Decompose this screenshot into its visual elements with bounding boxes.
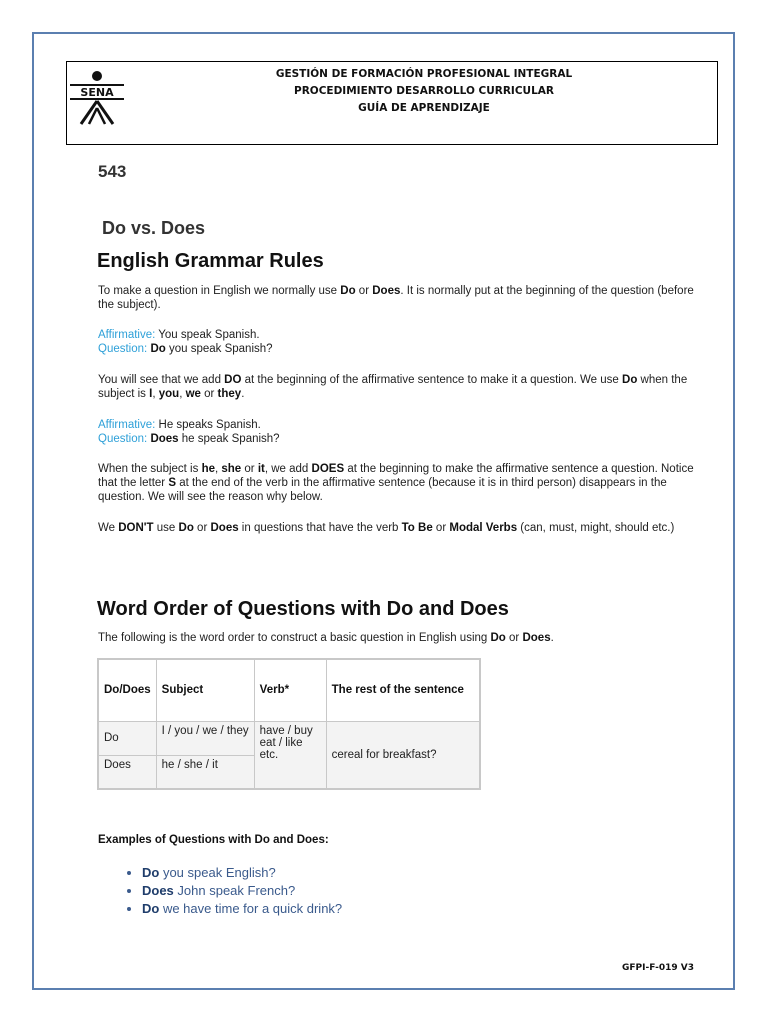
- heading-grammar-rules: English Grammar Rules: [97, 250, 324, 272]
- affirmative-label: Affirmative:: [98, 329, 156, 341]
- list-item: • Does John speak French?: [142, 882, 342, 900]
- word-order-intro: The following is the word order to construct a basic question in English using Do or Does.: [98, 632, 554, 644]
- header-do-does: Do/Does: [98, 659, 156, 721]
- footer-code: GFPI-F-019 V3: [622, 963, 694, 973]
- list-item: • Do you speak English?: [142, 864, 342, 882]
- cell-aux: Does: [98, 755, 156, 789]
- heading-examples: Examples of Questions with Do and Does:: [98, 834, 329, 846]
- question-label: Question:: [98, 433, 148, 445]
- paragraph-do: You will see that we add DO at the beginning of the affirmative sentence to make it a question. We use Do when the subject is I, you, we or they.: [98, 374, 688, 400]
- table-header-row: [98, 659, 480, 721]
- paragraph-dont: We DON'T use Do or Does in questions that have the verb To Be or Modal Verbs (can, must, might, should etc.): [98, 522, 675, 534]
- table-row: [98, 721, 480, 755]
- sena-logo: [66, 68, 128, 128]
- heading-do-vs-does: Do vs. Does: [102, 218, 206, 238]
- logo-text: SENA: [80, 86, 114, 99]
- affirmative-label: Affirmative:: [98, 419, 156, 431]
- examples-list: [116, 864, 342, 918]
- cell-subject: I / you / we / they: [156, 721, 254, 755]
- list-item: • Do we have time for a quick drink?: [142, 900, 342, 918]
- header-title: [140, 66, 708, 117]
- cell-verbs: have / buy eat / like etc.: [254, 721, 326, 789]
- header-verb: Verb*: [254, 659, 326, 721]
- cell-aux: Do: [98, 721, 156, 755]
- page-number: 543: [98, 162, 127, 181]
- page-border: [32, 32, 735, 990]
- example-he-speaks: Affirmative: He speaks Spanish. Question: Does he speak Spanish?: [98, 419, 280, 445]
- question-label: Question:: [98, 343, 148, 355]
- cell-subject: he / she / it: [156, 755, 254, 789]
- header-line1: GESTIÓN DE FORMACIÓN PROFESIONAL INTEGRAL: [275, 68, 573, 80]
- header-subject: Subject: [156, 659, 254, 721]
- intro-paragraph: To make a question in English we normally use Do or Does. It is normally put at the beginning of the question (before the subject).: [98, 285, 694, 311]
- paragraph-does: When the subject is he, she or it, we add DOES at the beginning to make the affirmative sentence a question. Notice that the letter S at the end of the verb in the affirmative sentence (because it is in third person) disappears in the question. We will see the reason why below.: [98, 463, 694, 503]
- header-line3: GUÍA DE APRENDIZAJE: [358, 102, 490, 114]
- heading-word-order: Word Order of Questions with Do and Does: [97, 598, 509, 620]
- example-you-speak: Affirmative: You speak Spanish. Question: Do you speak Spanish?: [98, 329, 273, 355]
- header-rest: The rest of the sentence: [326, 659, 480, 721]
- cell-rest: cereal for breakfast?: [326, 721, 480, 789]
- header-line2: PROCEDIMIENTO DESARROLLO CURRICULAR: [294, 85, 554, 97]
- word-order-table: [97, 658, 481, 790]
